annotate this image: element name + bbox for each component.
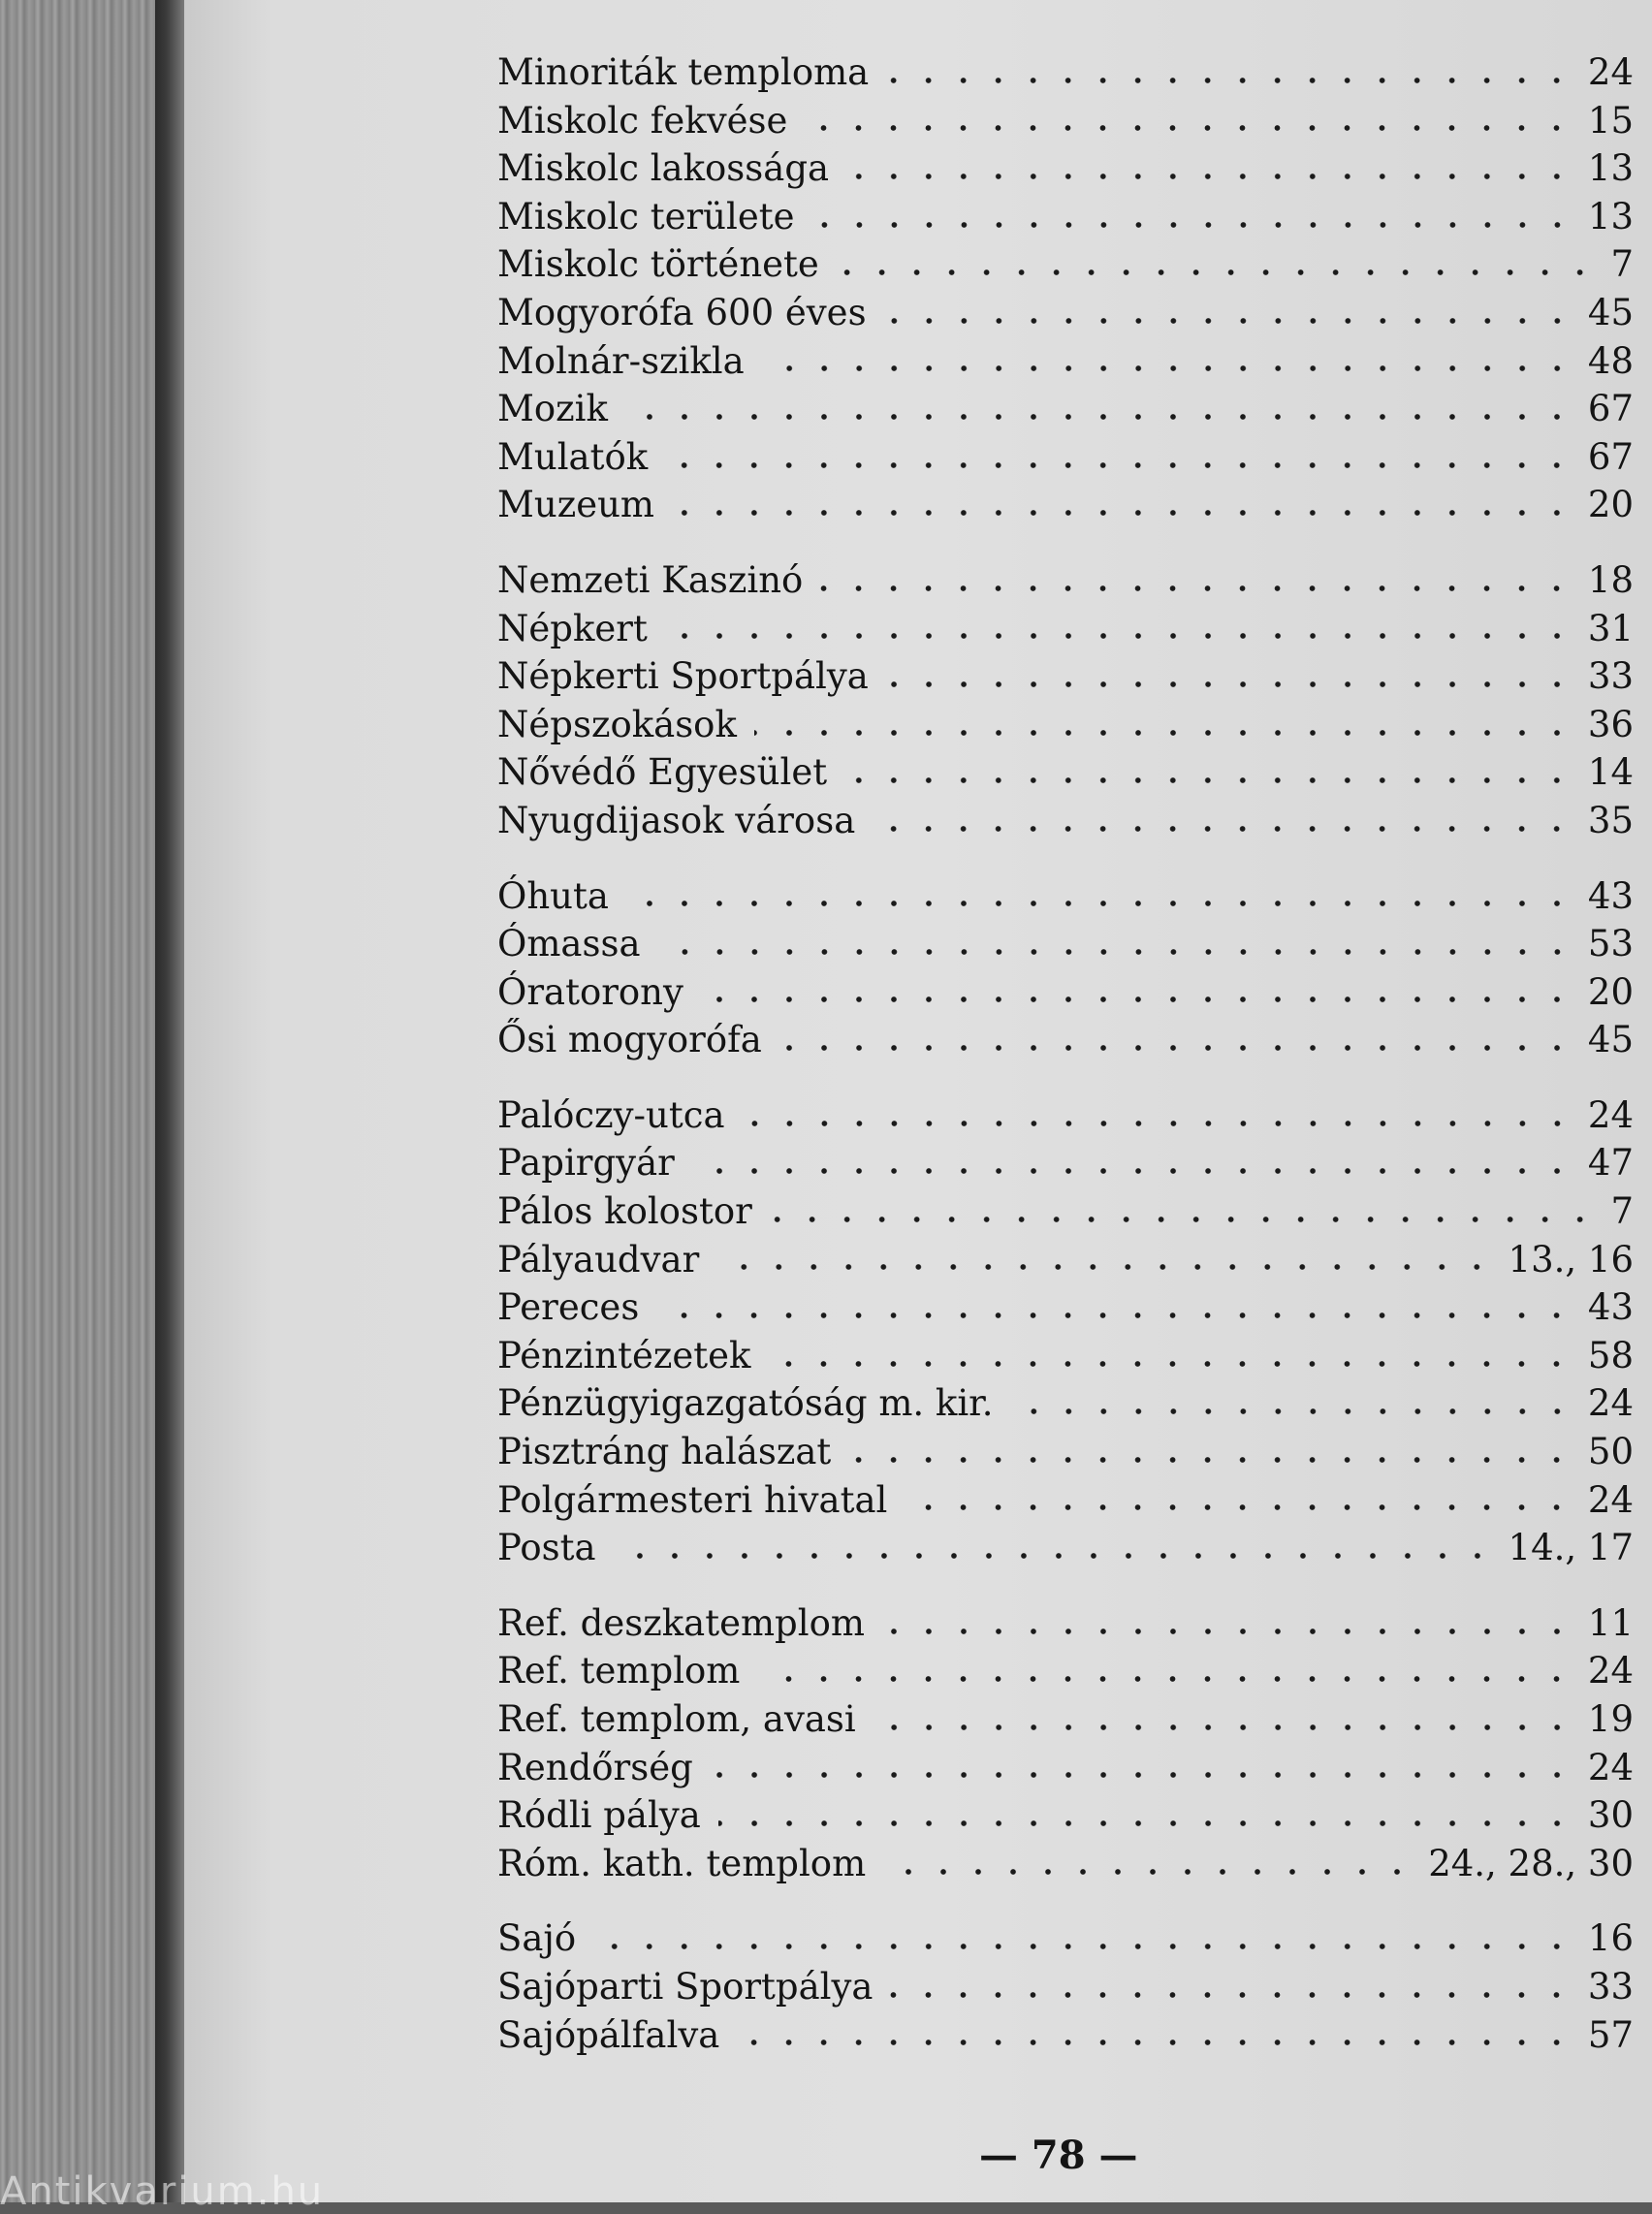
entry-pages: 14 bbox=[1587, 751, 1634, 794]
index-entry bbox=[497, 1016, 1634, 1064]
entry-pages: 33 bbox=[1587, 1965, 1634, 2008]
dot-leader bbox=[665, 632, 1574, 640]
index-entry bbox=[497, 1236, 1634, 1284]
index-entry bbox=[497, 1428, 1634, 1476]
entry-name: Rendőrség bbox=[497, 1746, 693, 1788]
entry-pages: 30 bbox=[1587, 1794, 1634, 1837]
entry-pages: 24 bbox=[1587, 1093, 1634, 1136]
index-entry bbox=[497, 1524, 1634, 1572]
dot-leader bbox=[770, 1216, 1598, 1223]
dot-leader bbox=[837, 269, 1598, 276]
entry-name: Nővédő Egyesület bbox=[497, 751, 828, 794]
entry-name: Sajóparti Sportpálya bbox=[497, 1965, 874, 2008]
entry-name: Óratorony bbox=[497, 970, 683, 1013]
entry-pages: 24 bbox=[1587, 1650, 1634, 1692]
index-entry bbox=[497, 748, 1634, 797]
entry-name: Óhuta bbox=[497, 874, 609, 917]
dot-leader bbox=[692, 1167, 1574, 1175]
dot-leader bbox=[743, 1120, 1574, 1127]
index-group bbox=[497, 872, 1634, 1064]
entry-pages: 47 bbox=[1587, 1142, 1634, 1185]
entry-name: Mogyorófa 600 éves bbox=[497, 291, 867, 333]
dot-leader bbox=[884, 317, 1574, 325]
index-entry bbox=[497, 1187, 1634, 1236]
index-entry bbox=[497, 1332, 1634, 1380]
index-entry bbox=[497, 289, 1634, 337]
entry-name: Róm. kath. templom bbox=[497, 1842, 867, 1884]
index-entry bbox=[497, 968, 1634, 1017]
dot-leader bbox=[883, 1868, 1414, 1876]
index-entry bbox=[497, 797, 1634, 845]
entry-pages: 19 bbox=[1587, 1698, 1634, 1740]
entry-name: Palóczy-utca bbox=[497, 1093, 725, 1136]
book-spine bbox=[0, 0, 155, 2202]
index-entry bbox=[497, 1599, 1634, 1648]
index-group bbox=[497, 1599, 1634, 1888]
index-entry bbox=[497, 1840, 1634, 1888]
dot-leader bbox=[874, 1724, 1574, 1731]
entry-name: Nyugdijasok városa bbox=[497, 799, 856, 841]
dot-leader bbox=[593, 1943, 1574, 1950]
index-entry bbox=[497, 48, 1634, 97]
entry-name: Ref. templom bbox=[497, 1650, 741, 1692]
index-entry bbox=[497, 2011, 1634, 2060]
index-entry bbox=[497, 1283, 1634, 1332]
dot-leader bbox=[873, 825, 1574, 833]
index-entry bbox=[497, 1379, 1634, 1428]
index-entry bbox=[497, 385, 1634, 433]
entry-pages: 13., 16 bbox=[1508, 1238, 1634, 1281]
index-entry bbox=[497, 481, 1634, 529]
entry-pages: 43 bbox=[1587, 874, 1634, 917]
entry-name: Miskolc lakossága bbox=[497, 147, 830, 190]
dot-leader bbox=[779, 1044, 1574, 1052]
entry-name: Pénzügyigazgatóság m. kir. bbox=[497, 1382, 994, 1425]
dot-leader bbox=[665, 461, 1574, 469]
entry-name: Ref. deszkatemplom bbox=[497, 1601, 865, 1644]
entry-name: Mulatók bbox=[497, 435, 649, 478]
entry-pages: 24 bbox=[1587, 51, 1634, 93]
entry-name: Pisztráng halászat bbox=[497, 1431, 832, 1473]
entry-pages: 35 bbox=[1587, 799, 1634, 841]
dot-leader bbox=[886, 77, 1574, 84]
index-entry bbox=[497, 1963, 1634, 2011]
entry-pages: 67 bbox=[1587, 435, 1634, 478]
index-entry bbox=[497, 605, 1634, 653]
dot-leader bbox=[768, 1360, 1573, 1368]
entry-pages: 31 bbox=[1587, 607, 1634, 649]
index-entry bbox=[497, 144, 1634, 193]
dot-leader bbox=[672, 509, 1574, 517]
entry-name: Sajópálfalva bbox=[497, 2013, 720, 2056]
entry-name: Népszokások bbox=[497, 703, 737, 745]
entry-name: Posta bbox=[497, 1527, 596, 1569]
index-group bbox=[497, 1091, 1634, 1572]
index-entry bbox=[497, 1091, 1634, 1140]
entry-pages: 7 bbox=[1610, 243, 1634, 286]
entry-name: Miskolc története bbox=[497, 243, 819, 286]
index-entry bbox=[497, 193, 1634, 241]
dot-leader bbox=[625, 413, 1574, 421]
entry-name: Muzeum bbox=[497, 484, 655, 526]
dot-leader bbox=[762, 364, 1574, 372]
entry-name: Sajó bbox=[497, 1917, 577, 1960]
index-entry bbox=[497, 556, 1634, 605]
entry-name: Minoriták templomа bbox=[497, 51, 870, 93]
entry-name: Népkert bbox=[497, 607, 648, 649]
entry-pages: 13 bbox=[1587, 195, 1634, 237]
index-list bbox=[497, 48, 1634, 2086]
dot-leader bbox=[844, 776, 1574, 784]
entry-pages: 45 bbox=[1587, 291, 1634, 333]
dot-leader bbox=[882, 1628, 1574, 1635]
index-entry bbox=[497, 920, 1634, 968]
index-entry bbox=[497, 337, 1634, 386]
index-group bbox=[497, 48, 1634, 529]
entry-name: Papirgyár bbox=[497, 1142, 675, 1185]
index-entry bbox=[497, 1476, 1634, 1525]
entry-pages: 58 bbox=[1587, 1334, 1634, 1376]
entry-pages: 14., 17 bbox=[1508, 1527, 1634, 1569]
index-entry bbox=[497, 1695, 1634, 1744]
entry-pages: 67 bbox=[1587, 388, 1634, 430]
entry-name: Ref. templom, avasi bbox=[497, 1698, 856, 1740]
dot-leader bbox=[890, 1991, 1573, 1999]
dot-leader bbox=[1011, 1407, 1574, 1415]
dot-leader bbox=[886, 680, 1574, 688]
watermark: Antikvarium.hu bbox=[0, 2169, 325, 2214]
index-group bbox=[497, 556, 1634, 845]
entry-name: Miskolc fekvése bbox=[497, 99, 788, 142]
entry-pages: 18 bbox=[1587, 558, 1634, 601]
index-entry bbox=[497, 701, 1634, 749]
dot-leader bbox=[905, 1503, 1574, 1511]
index-entry bbox=[497, 1744, 1634, 1792]
entry-name: Ómassa bbox=[497, 923, 641, 965]
dot-leader bbox=[711, 1771, 1574, 1779]
dot-leader bbox=[658, 948, 1574, 956]
dot-leader bbox=[805, 124, 1573, 132]
binding-shadow bbox=[155, 0, 184, 2202]
entry-name: Pálos kolostor bbox=[497, 1190, 752, 1233]
entry-name: Mozik bbox=[497, 388, 608, 430]
entry-pages: 48 bbox=[1587, 339, 1634, 382]
dot-leader bbox=[754, 729, 1574, 737]
entry-pages: 33 bbox=[1587, 655, 1634, 698]
entry-pages: 24., 28., 30 bbox=[1428, 1842, 1634, 1884]
entry-name: Népkerti Sportpálya bbox=[497, 655, 869, 698]
page-number: — 78 — bbox=[979, 2133, 1138, 2178]
entry-pages: 45 bbox=[1587, 1019, 1634, 1061]
entry-pages: 57 bbox=[1587, 2013, 1634, 2056]
entry-name: Pereces bbox=[497, 1286, 640, 1329]
entry-name: Molnár-szikla bbox=[497, 339, 745, 382]
entry-name: Nemzeti Kaszinó bbox=[497, 558, 804, 601]
entry-pages: 53 bbox=[1587, 923, 1634, 965]
index-entry bbox=[497, 1139, 1634, 1187]
dot-leader bbox=[656, 1312, 1574, 1319]
dot-leader bbox=[701, 996, 1574, 1003]
entry-pages: 24 bbox=[1587, 1746, 1634, 1788]
index-entry bbox=[497, 1647, 1634, 1695]
entry-pages: 7 bbox=[1610, 1190, 1634, 1233]
dot-leader bbox=[820, 585, 1574, 592]
entry-name: Ősi mogyorófa bbox=[497, 1019, 762, 1061]
entry-pages: 20 bbox=[1587, 970, 1634, 1013]
dot-leader bbox=[716, 1263, 1494, 1271]
dot-leader bbox=[757, 1675, 1574, 1683]
entry-name: Miskolc területe bbox=[497, 195, 795, 237]
index-group bbox=[497, 1914, 1634, 2059]
index-entry bbox=[497, 433, 1634, 482]
entry-pages: 24 bbox=[1587, 1478, 1634, 1521]
entry-pages: 50 bbox=[1587, 1431, 1634, 1473]
entry-name: Ródli pálya bbox=[497, 1794, 701, 1837]
entry-pages: 16 bbox=[1587, 1917, 1634, 1960]
index-entry bbox=[497, 1791, 1634, 1840]
entry-pages: 36 bbox=[1587, 703, 1634, 745]
index-entry bbox=[497, 652, 1634, 701]
dot-leader bbox=[846, 173, 1574, 180]
dot-leader bbox=[718, 1819, 1574, 1827]
entry-name: Pályaudvar bbox=[497, 1238, 700, 1281]
dot-leader bbox=[737, 2039, 1574, 2046]
index-entry bbox=[497, 1914, 1634, 1963]
entry-pages: 43 bbox=[1587, 1286, 1634, 1329]
dot-leader bbox=[614, 1552, 1495, 1560]
entry-name: Polgármesteri hivatal bbox=[497, 1478, 888, 1521]
entry-pages: 11 bbox=[1587, 1601, 1634, 1644]
dot-leader bbox=[626, 900, 1574, 907]
entry-pages: 13 bbox=[1587, 147, 1634, 190]
entry-pages: 24 bbox=[1587, 1382, 1634, 1425]
entry-name: Pénzintézetek bbox=[497, 1334, 751, 1376]
index-entry bbox=[497, 240, 1634, 289]
dot-leader bbox=[812, 221, 1574, 229]
index-entry bbox=[497, 872, 1634, 921]
index-entry bbox=[497, 97, 1634, 145]
dot-leader bbox=[848, 1456, 1574, 1464]
entry-pages: 20 bbox=[1587, 484, 1634, 526]
entry-pages: 15 bbox=[1587, 99, 1634, 142]
